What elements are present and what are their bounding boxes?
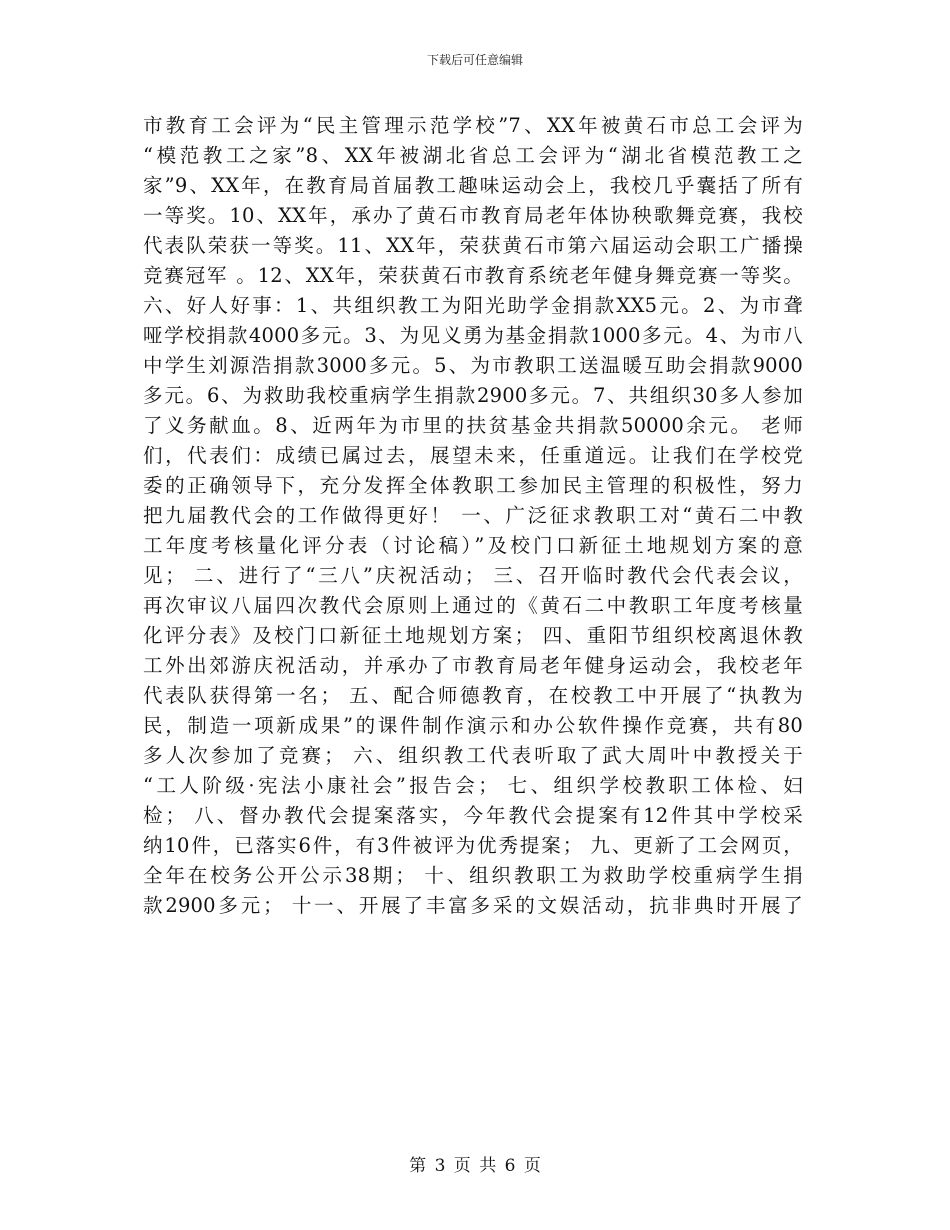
body-line: 了义务献血。8、近两年为市里的扶贫基金共捐款50000余元。 老师	[143, 414, 803, 437]
body-line: 工外出郊游庆祝活动，并承办了市教育局老年健身运动会，我校老年	[143, 654, 803, 677]
body-line: 见； 二、进行了“三八”庆祝活动； 三、召开临时教代会代表会议，	[143, 564, 803, 587]
body-line: 检； 八、督办教代会提案落实，今年教代会提案有12件其中学校采	[143, 804, 803, 827]
body-line: 款2900多元； 十一、开展了丰富多采的文娱活动，抗非典时开展了	[143, 894, 803, 917]
body-line: 中学生刘源浩捐款3000多元。5、为市教职工送温暖互助会捐款9000	[143, 354, 803, 377]
body-line: 再次审议八届四次教代会原则上通过的《黄石二中教职工年度考核量	[143, 594, 803, 617]
body-line: 民，制造一项新成果”的课件制作演示和办公软件操作竞赛，共有80	[143, 714, 803, 737]
body-line: 多人次参加了竞赛； 六、组织教工代表听取了武大周叶中教授关于	[143, 744, 803, 767]
body-line: 们，代表们：成绩已属过去，展望未来，任重道远。让我们在学校党	[143, 444, 803, 467]
body-line: 纳10件，已落实6件，有3件被评为优秀提案； 九、更新了工会网页，	[143, 834, 803, 857]
document-body	[143, 111, 803, 921]
body-line: 代表队获得第一名； 五、配合师德教育，在校教工中开展了“执教为	[143, 684, 803, 707]
body-line: 委的正确领导下，充分发挥全体教职工参加民主管理的积极性，努力	[143, 474, 803, 497]
body-line: 把九届教代会的工作做得更好！ 一、广泛征求教职工对“黄石二中教	[143, 504, 803, 527]
body-line: “模范教工之家”8、XX年被湖北省总工会评为“湖北省模范教工之	[143, 144, 803, 167]
body-line: 工年度考核量化评分表（讨论稿）”及校门口新征土地规划方案的意	[143, 534, 803, 557]
page-header: 下载后可任意编辑	[426, 53, 523, 67]
body-line: 全年在校务公开公示38期； 十、组织教职工为救助学校重病学生捐	[143, 864, 803, 887]
body-line: 一等奖。10、XX年，承办了黄石市教育局老年体协秧歌舞竞赛，我校	[143, 204, 803, 227]
body-line: 家”9、XX年，在教育局首届教工趣味运动会上，我校几乎囊括了所有	[143, 174, 803, 197]
body-line: 竞赛冠军 。12、XX年，荣获黄石市教育系统老年健身舞竞赛一等奖。	[143, 264, 803, 287]
body-line: 代表队荣获一等奖。11、XX年，荣获黄石市第六届运动会职工广播操	[143, 234, 803, 257]
body-line: “工人阶级·宪法小康社会”报告会； 七、组织学校教职工体检、妇	[143, 774, 803, 797]
body-line: 六、好人好事：1、共组织教工为阳光助学金捐款XX5元。2、为市聋	[143, 294, 803, 317]
body-line: 市教育工会评为“民主管理示范学校”7、XX年被黄石市总工会评为	[143, 114, 803, 137]
body-line: 多元。6、为救助我校重病学生捐款2900多元。7、共组织30多人参加	[143, 384, 803, 407]
body-line: 化评分表》及校门口新征土地规划方案； 四、重阳节组织校离退休教	[143, 624, 803, 647]
body-line: 哑学校捐款4000多元。3、为见义勇为基金捐款1000多元。4、为市八	[143, 324, 803, 347]
page-footer: 第 3 页 共 6 页	[409, 1156, 541, 1176]
